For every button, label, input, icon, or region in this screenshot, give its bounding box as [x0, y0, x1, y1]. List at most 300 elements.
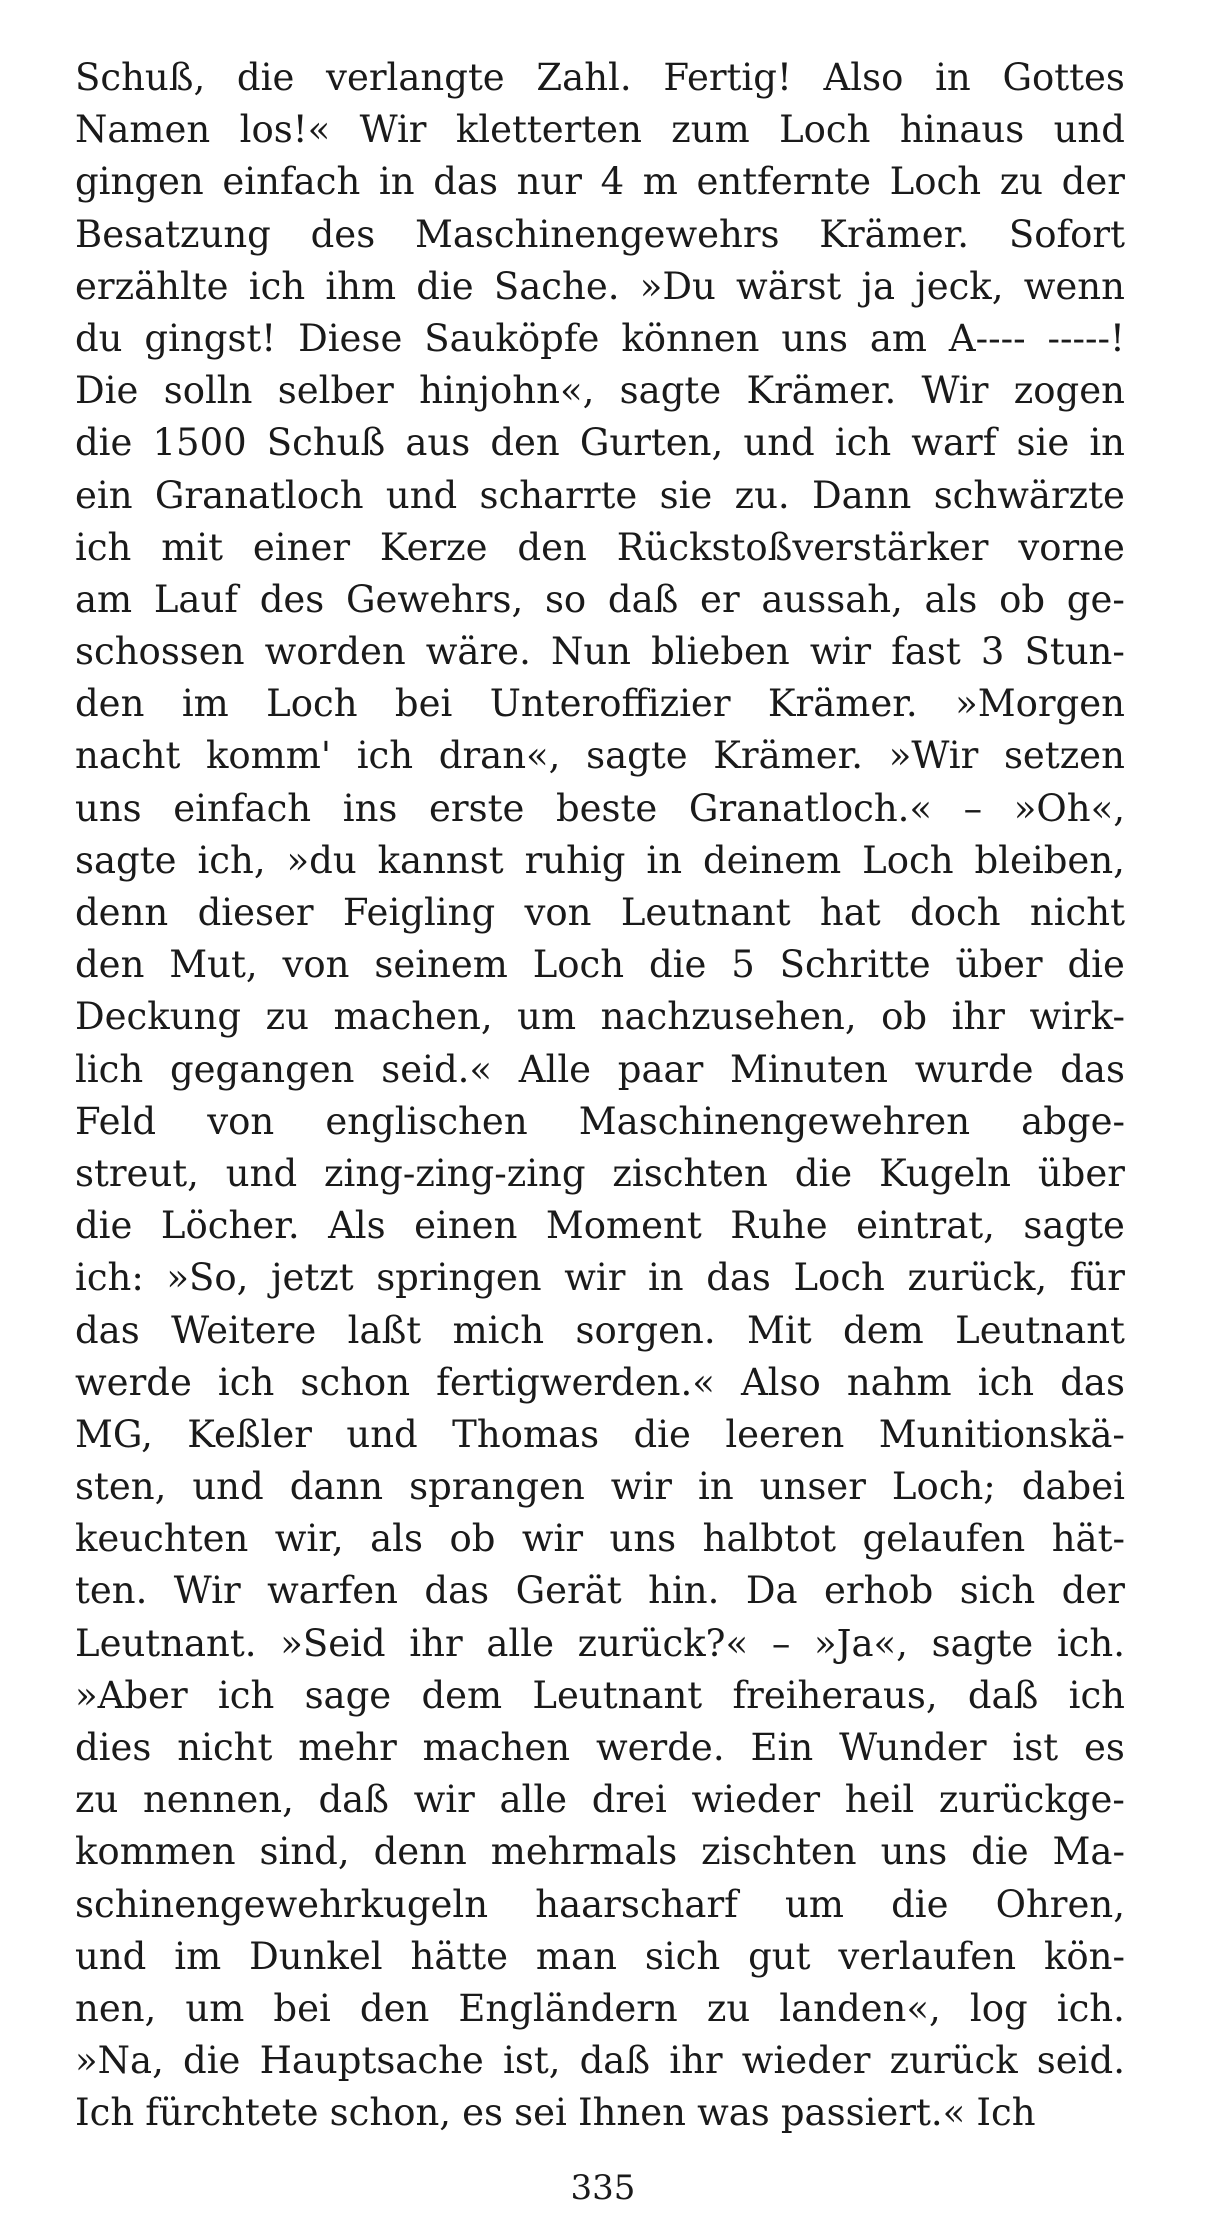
word: dieser — [197, 891, 314, 934]
word: Leutnant. — [75, 1621, 257, 1665]
word: und — [385, 473, 458, 517]
word: zurückge- — [938, 1778, 1125, 1822]
word: mit — [161, 525, 224, 569]
word: nur — [516, 160, 582, 204]
word: ge- — [1066, 577, 1125, 621]
word: ist, — [503, 2039, 561, 2083]
word: der — [1061, 160, 1125, 204]
word: mehr — [298, 1726, 397, 1769]
word: mehrmals — [490, 1830, 678, 1874]
word: gut — [748, 1934, 811, 1978]
word: solln — [163, 369, 253, 413]
word: ich — [977, 1360, 1035, 1404]
word: den — [490, 421, 560, 465]
word: dabei — [1021, 1465, 1125, 1509]
text-line — [75, 887, 1125, 939]
word: gegangen — [169, 1047, 355, 1091]
word: dem — [421, 1673, 503, 1717]
word: kommen — [75, 1830, 236, 1874]
text-line — [75, 835, 1125, 887]
word: sagte — [586, 734, 688, 778]
word: ruhig — [524, 838, 626, 882]
word: ihr — [669, 2039, 723, 2083]
word: ins — [342, 786, 398, 830]
word: hätte — [410, 1934, 509, 1978]
word: setzen — [1003, 734, 1125, 778]
word: Deckung — [75, 995, 242, 1039]
word: den — [75, 943, 145, 987]
word: Granatloch — [154, 473, 364, 517]
word: Thomas — [452, 1412, 600, 1456]
word: Leutnant — [620, 891, 791, 934]
word: Mit — [747, 1308, 812, 1352]
word: sie — [659, 473, 713, 517]
text-line — [75, 1461, 1125, 1513]
word: Ihnen — [577, 2091, 686, 2135]
word: zurück — [889, 2039, 1018, 2083]
word: »Oh«, — [1013, 786, 1125, 830]
word: zurück, — [907, 1256, 1048, 1300]
word: wieder — [741, 2039, 871, 2083]
word: »Wir — [888, 734, 979, 778]
word: Wir — [921, 369, 989, 413]
word: Minuten — [730, 1047, 888, 1091]
text-line — [75, 2087, 1125, 2139]
word: »Seid — [280, 1621, 386, 1665]
word: Also — [740, 1360, 821, 1404]
word: Löcher. — [160, 1204, 300, 1248]
word: Rückstoßverstärker — [616, 525, 989, 569]
text-line — [75, 1252, 1125, 1304]
text-line — [75, 1670, 1125, 1722]
text-line — [75, 1879, 1125, 1931]
word: die — [891, 1882, 949, 1926]
word: Dann — [812, 473, 912, 517]
word: man — [535, 1934, 617, 1978]
word: warf — [911, 421, 997, 465]
word: »Morgen — [955, 682, 1125, 726]
word: keuchten — [75, 1517, 249, 1561]
word: »Aber — [75, 1673, 188, 1717]
word: Maschinengewehrs — [414, 212, 780, 256]
word: streut, — [75, 1151, 199, 1195]
word: selber — [277, 369, 394, 413]
word: »So, — [166, 1256, 249, 1300]
word: Wunder — [839, 1726, 987, 1769]
word: seid. — [1036, 2039, 1125, 2083]
word: den — [517, 525, 587, 569]
text-line — [75, 1200, 1125, 1252]
word: zu — [999, 160, 1044, 204]
word: sagte — [931, 1621, 1034, 1665]
word: unser — [759, 1465, 866, 1509]
word: fürchtete — [145, 2091, 319, 2135]
word: sei — [514, 2091, 567, 2135]
word: das — [706, 1256, 771, 1300]
word: nicht — [177, 1726, 273, 1769]
word: – — [771, 1621, 791, 1665]
word: ich — [248, 264, 306, 308]
word: Ich — [976, 2091, 1036, 2135]
word: und — [225, 1151, 298, 1195]
word: die — [75, 1204, 133, 1248]
word: wir — [413, 1778, 475, 1822]
word: in — [935, 56, 971, 99]
word: Krämer. — [746, 369, 897, 413]
word: zum — [671, 108, 750, 152]
word: Sache. — [493, 264, 620, 308]
word: zu — [265, 995, 309, 1039]
word: »Na, — [75, 2039, 164, 2083]
word: hinjohn«, — [419, 369, 595, 413]
word: uns — [609, 1517, 677, 1561]
word: Keßler — [187, 1412, 312, 1456]
word: halbtot — [702, 1517, 837, 1561]
word: sagte — [1023, 1204, 1125, 1248]
word: uns — [880, 1830, 948, 1874]
word: Feld — [75, 1099, 157, 1143]
word: die — [1067, 943, 1125, 987]
text-line — [75, 1618, 1125, 1670]
text-line — [75, 1565, 1125, 1617]
word: kannst — [377, 838, 504, 882]
body-text — [75, 52, 1125, 2140]
word: Krämer. — [767, 682, 918, 726]
word: zogen — [1013, 369, 1125, 413]
word: ihr — [951, 995, 1005, 1039]
word: Weitere — [171, 1308, 317, 1352]
word: -----! — [1047, 316, 1125, 360]
word: abge- — [1021, 1099, 1125, 1143]
word: wirk- — [1029, 995, 1125, 1039]
word: zing-zing-zing — [324, 1151, 586, 1195]
word: als — [370, 1517, 423, 1561]
text-line — [75, 678, 1125, 730]
word: alle — [486, 1621, 554, 1665]
word: Kerze — [379, 525, 488, 569]
word: uns — [75, 786, 142, 830]
word: ja — [861, 264, 896, 308]
word: Schritte — [779, 943, 931, 987]
word: deinem — [702, 838, 842, 882]
word: jetzt — [271, 1256, 354, 1300]
word: von — [207, 1099, 275, 1143]
word: m — [642, 160, 678, 204]
word: die — [75, 421, 133, 465]
word: der — [1061, 1569, 1125, 1613]
word: es — [1084, 1726, 1125, 1769]
word: Loch — [779, 108, 871, 152]
text-line — [75, 209, 1125, 261]
word: ist — [1012, 1726, 1059, 1769]
word: erste — [429, 786, 525, 830]
word: zu. — [734, 473, 790, 517]
word: Dunkel — [249, 1934, 383, 1978]
word: verlangte — [326, 56, 505, 99]
word: Lauf — [153, 577, 238, 621]
word: »Du — [639, 264, 716, 308]
word: Die — [75, 369, 139, 413]
page-number: 335 — [570, 2168, 636, 2208]
word: ob — [449, 1517, 496, 1561]
text-line — [75, 470, 1125, 522]
word: »Ja«, — [814, 1621, 908, 1665]
word: das — [433, 160, 498, 204]
word: sten, — [75, 1465, 167, 1509]
word: 1500 — [152, 421, 247, 465]
word: schwärzte — [933, 473, 1125, 517]
word: und — [1053, 108, 1125, 152]
word: ich. — [1056, 1621, 1125, 1665]
word: 4 — [600, 160, 625, 204]
word: sich — [959, 1569, 1036, 1613]
word: leeren — [725, 1412, 845, 1456]
text-line — [75, 522, 1125, 574]
word: nachzusehen, — [600, 995, 857, 1039]
word: wir, — [274, 1517, 344, 1561]
text-line — [75, 574, 1125, 626]
word: ich — [217, 1673, 275, 1717]
word: seinem — [374, 943, 508, 987]
word: ich — [834, 421, 892, 465]
word: die — [416, 264, 474, 308]
word: sage — [304, 1673, 392, 1717]
word: Schuß, — [75, 56, 206, 99]
word: Feigling — [342, 891, 496, 934]
text-line — [75, 1931, 1125, 1983]
word: komm' — [205, 734, 332, 778]
word: sprangen — [409, 1465, 585, 1509]
text-line — [75, 1044, 1125, 1096]
word: zischten — [701, 1830, 857, 1874]
word: über — [1037, 1151, 1125, 1195]
word: in — [697, 1465, 734, 1509]
word: ob — [999, 577, 1046, 621]
word: die — [794, 1151, 853, 1195]
word: Loch — [862, 838, 954, 882]
word: denn — [373, 1830, 467, 1874]
text-line — [75, 417, 1125, 469]
word: wäre. — [425, 630, 531, 674]
word: das — [1060, 1047, 1125, 1091]
word: und — [743, 421, 815, 465]
word: im — [174, 1934, 222, 1978]
word: in — [647, 1256, 684, 1300]
word: in — [646, 838, 683, 882]
word: Wir — [173, 1569, 241, 1613]
word: schossen — [75, 630, 245, 674]
text-line — [75, 52, 1125, 104]
word: ich — [356, 734, 414, 778]
word: von — [282, 943, 350, 987]
text-line — [75, 1983, 1125, 2035]
word: ich, — [197, 838, 266, 882]
word: Gurten, — [579, 421, 724, 465]
word: hat — [819, 891, 881, 934]
word: doch — [910, 891, 1001, 934]
word: dem — [843, 1308, 924, 1352]
word: freiheraus, — [732, 1673, 938, 1717]
word: ich: — [75, 1256, 144, 1300]
word: ich. — [1056, 1986, 1125, 2030]
word: Ma- — [1052, 1830, 1125, 1874]
word: ein — [75, 473, 133, 517]
word: so — [544, 577, 587, 621]
word: Nun — [550, 630, 631, 674]
word: 3 — [980, 630, 1005, 674]
word: einer — [252, 525, 351, 569]
text-line — [75, 1096, 1125, 1148]
word: um — [785, 1882, 844, 1926]
word: Ohren, — [995, 1882, 1125, 1926]
word: nennen, — [142, 1778, 294, 1822]
word: und — [192, 1465, 264, 1509]
word: jeck, — [915, 264, 1004, 308]
word: bei — [273, 1986, 331, 2030]
word: Da — [745, 1569, 798, 1613]
word: dann — [289, 1465, 384, 1509]
text-line — [75, 156, 1125, 208]
word: scharrte — [479, 473, 638, 517]
word: Zahl. — [536, 56, 632, 99]
word: Ein — [750, 1726, 814, 1769]
word: 5 — [731, 943, 755, 987]
word: den — [75, 682, 145, 726]
text-line — [75, 783, 1125, 835]
word: alle — [499, 1778, 568, 1822]
word: blieben — [651, 630, 790, 674]
word: Gerät — [515, 1569, 622, 1613]
word: Also — [823, 56, 904, 99]
word: sagte — [619, 369, 722, 413]
word: beste — [555, 786, 658, 830]
word: Loch — [266, 682, 358, 726]
word: kön- — [1043, 1934, 1125, 1978]
word: ich — [1068, 1673, 1125, 1717]
word: er — [700, 577, 740, 621]
word: Gewehrs, — [345, 577, 524, 621]
word: Namen — [75, 108, 211, 152]
word: Gottes — [1002, 56, 1125, 99]
text-line — [75, 1148, 1125, 1200]
word: schon — [300, 1360, 411, 1404]
word: Loch — [889, 160, 982, 204]
word: Loch; — [891, 1465, 996, 1509]
word: nen, — [75, 1986, 157, 2030]
word: worden — [264, 630, 406, 674]
word: Sauköpfe — [424, 316, 600, 360]
word: hin. — [648, 1569, 720, 1613]
word: Leutnant — [532, 1673, 703, 1717]
word: nicht — [1029, 891, 1125, 934]
word: für — [1069, 1256, 1125, 1300]
text-line — [75, 261, 1125, 313]
word: ihr — [409, 1621, 463, 1665]
word: Diese — [298, 316, 403, 360]
word: ten. — [75, 1569, 148, 1613]
text-line — [75, 1305, 1125, 1357]
word: Wir — [359, 108, 427, 152]
word: schinengewehrkugeln — [75, 1882, 489, 1926]
word: daß — [579, 2039, 651, 2083]
word: zu — [706, 1986, 751, 2030]
word: wir — [564, 1256, 626, 1300]
text-line — [75, 1774, 1125, 1826]
word: Engländern — [458, 1986, 678, 2030]
word: ich — [75, 525, 132, 569]
word: hät- — [1051, 1517, 1125, 1561]
word: Stun- — [1024, 630, 1125, 674]
word: entfernte — [696, 160, 871, 204]
word: Fertig! — [663, 56, 792, 99]
word: log — [969, 1986, 1028, 2030]
text-line — [75, 2035, 1125, 2087]
word: gelaufen — [862, 1517, 1026, 1561]
word: erzählte — [75, 264, 229, 308]
word: passiert.« — [780, 2091, 966, 2135]
word: um — [517, 995, 577, 1039]
word: ob — [881, 995, 928, 1039]
word: laßt — [347, 1308, 422, 1352]
word: verlaufen — [838, 1934, 1017, 1978]
text-line — [75, 730, 1125, 782]
word: zu — [75, 1778, 119, 1822]
word: »du — [286, 838, 357, 882]
word: bei — [394, 682, 453, 726]
word: dran«, — [438, 734, 561, 778]
word: sagte — [75, 838, 177, 882]
word: zurück?« — [577, 1621, 749, 1665]
word: daß — [967, 1673, 1039, 1717]
word: das — [75, 1308, 140, 1352]
text-line — [75, 626, 1125, 678]
word: aussah, — [761, 577, 903, 621]
word: einfach — [173, 786, 312, 830]
word: fertigwerden.« — [436, 1360, 715, 1404]
word: es — [462, 2091, 504, 2135]
word: – — [963, 786, 983, 830]
word: Krämer. — [819, 212, 970, 256]
word: sorgen. — [575, 1308, 716, 1352]
word: Alle — [518, 1047, 592, 1091]
word: haarscharf — [535, 1882, 738, 1926]
word: wir — [521, 1517, 584, 1561]
word: von — [524, 891, 592, 934]
word: über — [955, 943, 1043, 987]
word: vorne — [1018, 525, 1125, 569]
word: einen — [414, 1204, 518, 1248]
word: bleiben, — [974, 838, 1125, 882]
word: das — [1060, 1360, 1125, 1404]
word: wärst — [736, 264, 842, 308]
word: daß — [318, 1778, 389, 1822]
word: aus — [405, 421, 471, 465]
word: Sofort — [1008, 212, 1125, 256]
word: um — [185, 1986, 245, 2030]
word: eintrat, — [856, 1204, 995, 1248]
text-line — [75, 1357, 1125, 1409]
word: Ruhe — [730, 1204, 828, 1248]
word: Als — [328, 1204, 386, 1248]
word: Loch — [793, 1256, 885, 1300]
word: daß — [607, 577, 679, 621]
word: den — [359, 1986, 430, 2030]
word: MG, — [75, 1412, 153, 1456]
word: nahm — [846, 1360, 952, 1404]
word: Loch — [532, 943, 625, 987]
word: hinaus — [899, 108, 1025, 152]
word: ich — [217, 1360, 275, 1404]
